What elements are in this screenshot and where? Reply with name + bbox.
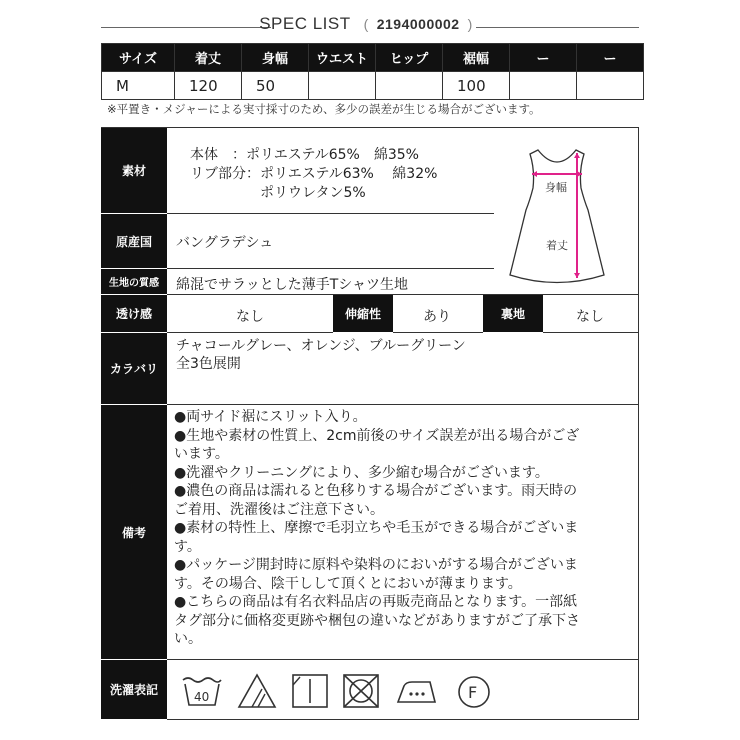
- material-label: 素材: [101, 128, 167, 214]
- remark-line-1: ●両サイド裾にスリット入り。: [174, 409, 367, 425]
- size-value: M: [102, 72, 175, 100]
- grid-top: [101, 127, 639, 128]
- remark-line-5: ●濃色の商品は濡れると色移りする場合がございます。雨天時の: [174, 483, 578, 499]
- remark-line-9: ●パッケージ開封時に原料や染料のにおいがする場合がございま: [174, 557, 578, 573]
- length-text: 着丈: [546, 239, 568, 252]
- remark-line-10: す。その場合、陰干しして頂くとにおいが薄まります。: [174, 575, 522, 592]
- grid-right-lower: [638, 404, 639, 719]
- drycleaning-letter: F: [468, 683, 478, 702]
- size-table: [101, 43, 644, 100]
- remark-line-7: ●素材の特性上、摩擦で毛羽立ちや毛玉ができる場合がございま: [174, 520, 579, 536]
- hip-header: ヒップ: [376, 44, 443, 72]
- grid-right-mid: [638, 294, 639, 404]
- title-text: SPEC LIST: [259, 14, 351, 33]
- width-value: 50: [242, 72, 309, 100]
- colors-line-1: チャコールグレー、オレンジ、ブルーグリーン: [176, 338, 466, 354]
- blank-value-1: [510, 72, 577, 100]
- width-header: 身幅: [242, 44, 309, 72]
- no-tumble-dry-icon: [341, 672, 381, 710]
- remark-line-4: ●洗濯やクリーニングにより、多少縮む場合がございます。: [174, 464, 549, 481]
- remark-line-8: す。: [174, 538, 201, 555]
- fabric-value: 綿混でサラッとした薄手Tシャツ生地: [176, 277, 408, 293]
- waist-header: ウエスト: [309, 44, 376, 72]
- remark-line-11: ●こちらの商品は有名衣料品店の再販売商品となります。一部紙: [174, 594, 578, 610]
- fabric-label: 生地の質感: [101, 269, 167, 295]
- stretch-label: 伸縮性: [333, 295, 393, 333]
- open-paren: (: [363, 16, 369, 32]
- hem-value: 100: [443, 72, 510, 100]
- hip-value: [376, 72, 443, 100]
- waist-value: [309, 72, 376, 100]
- line-dry-icon: [290, 672, 330, 710]
- measure-note: ※平置き・メジャーによる実寸採寸のため、多少の誤差が生じる場合がございます。: [107, 102, 541, 116]
- bleach-icon: [236, 672, 278, 710]
- blank-header-2: ー: [577, 44, 644, 72]
- length-value: 120: [175, 72, 242, 100]
- blank-value-2: [577, 72, 644, 100]
- length-header: 着丈: [175, 44, 242, 72]
- dress-diagram: [500, 140, 640, 290]
- dry-clean-f-icon: [456, 674, 492, 710]
- width-text: 身幅: [545, 181, 567, 194]
- close-paren: ): [467, 16, 473, 32]
- material-line-2: リブ部分：ポリエステル63% 綿32%: [190, 166, 438, 182]
- colors-value: [176, 337, 466, 373]
- colors-line-2: 全3色展開: [176, 356, 241, 372]
- remarks-label: 備考: [101, 405, 167, 660]
- hem-header: 裾幅: [443, 44, 510, 72]
- origin-label: 原産国: [101, 214, 167, 269]
- remark-line-2: ●生地や素材の性質上、2cm前後のサイズ誤差が出る場合がござ: [174, 427, 580, 444]
- lining-label: 裏地: [483, 295, 543, 333]
- size-value-row: [102, 72, 644, 100]
- wash-40-icon: [180, 672, 224, 710]
- product-code: 2194000002: [376, 16, 460, 32]
- remark-line-6: ご着用、洗濯後はご注意下さい。: [174, 501, 384, 518]
- dress-outline: [510, 150, 604, 283]
- origin-value: バングラデシュ: [176, 235, 274, 251]
- remark-line-12: タグ部分に価格変更跡や梱包の違いなどがありますがご了承下さ: [174, 612, 580, 629]
- stretch-value: あり: [423, 309, 451, 325]
- size-header: サイズ: [102, 44, 175, 72]
- sheer-value: なし: [236, 309, 264, 325]
- grid-line-5: [101, 404, 639, 405]
- size-header-row: [102, 44, 644, 72]
- material-line-3: ポリウレタン5%: [190, 185, 366, 201]
- remarks-list: [174, 408, 580, 649]
- colors-label: カラバリ: [101, 333, 167, 405]
- iron-icon: [394, 672, 440, 710]
- blank-header-1: ー: [510, 44, 577, 72]
- grid-bottom: [101, 719, 639, 720]
- remark-line-13: い。: [174, 631, 202, 647]
- lining-value: なし: [576, 309, 604, 325]
- material-lines: [190, 146, 437, 203]
- remark-line-3: います。: [174, 446, 229, 462]
- sheer-label: 透け感: [101, 295, 167, 333]
- spec-title: [0, 14, 740, 34]
- grid-line-6: [101, 659, 639, 660]
- material-line-1: 本体 ：ポリエステル65% 綿35%: [190, 147, 419, 163]
- care-label: 洗濯表記: [101, 660, 167, 720]
- wash-temp-text: 40: [194, 690, 210, 704]
